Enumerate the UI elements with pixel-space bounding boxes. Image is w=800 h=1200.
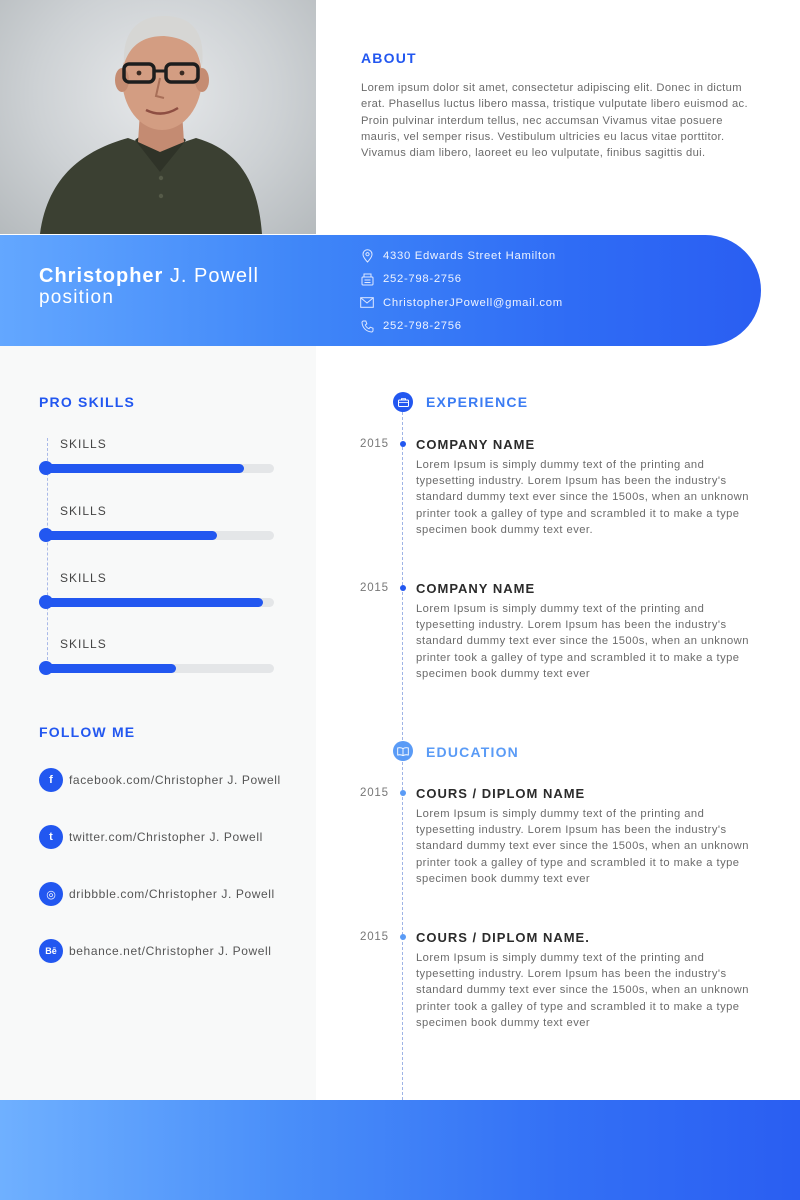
entry-title: COURS / DIPLOM NAME [416,786,586,801]
entry-description: Lorem Ipsum is simply dummy text of the printing and typesetting industry. Lorem Ipsum has been the industry's standard dummy text ever since the 1500s, when an unknown printer took a galley of type and scrambled it to make a type specimen book dummy text ever. [416,459,749,536]
skill-track [46,664,274,673]
skill-label: SKILLS [60,637,107,651]
phone-handset-icon [359,271,375,287]
timeline-dot [400,585,406,591]
skill-fill [46,664,176,673]
portrait-illustration [0,0,316,234]
briefcase-icon [393,392,413,412]
skill-track [46,464,274,473]
contact-email-text[interactable]: ChristopherJPowell@gmail.com [383,296,563,309]
facebook-icon: f [39,768,63,792]
footer-band [0,1100,800,1200]
skill-item [40,504,276,518]
about-title: ABOUT [361,50,417,66]
skill-knob [39,595,53,609]
skill-item [40,637,276,651]
skills-title: PRO SKILLS [39,394,136,410]
contact-list [359,244,563,338]
experience-title: EXPERIENCE [426,394,529,410]
entry-year: 2015 [360,582,389,594]
twitter-icon: t [39,825,63,849]
skill-label: SKILLS [60,437,107,451]
entry-title: COMPANY NAME [416,581,536,596]
contact-address [359,244,563,268]
entry-description: Lorem Ipsum is simply dummy text of the printing and typesetting industry. Lorem Ipsum has been the industry's standard dummy text ever since the 1500s, when an unknown printer took a galley of type and scrambled it to make a type specimen book dummy text ever [416,808,749,885]
skill-label: SKILLS [60,571,107,585]
skill-label: SKILLS [60,504,107,518]
dribbble-icon: ◎ [39,882,63,906]
first-name: Christopher [39,265,164,287]
timeline-dot [400,934,406,940]
profile-photo [0,0,316,234]
book-icon [393,741,413,761]
phone-icon [359,318,375,334]
social-dribbble-link[interactable]: dribbble.com/Christopher J. Powell [69,887,275,901]
social-facebook[interactable] [39,768,281,792]
about-text: Lorem ipsum dolor sit amet, consectetur adipiscing elit. Donec in dictum erat. Phasellus luctus libero massa, tristique vulputate libero euismod ac. Proin pulvinar interdum tellus, nec accumsan Vivamus vitae posuere mauris, vel semper risus. Vestibulum ultricies eu lacus vitae porttitor. Vivamus diam libero, laoreet eu leo vulputate, finibus sagittis dui. [361,82,748,160]
social-behance-link[interactable]: behance.net/Christopher J. Powell [69,944,272,958]
full-name [39,265,259,288]
timeline-dot [400,441,406,447]
skill-track [46,598,274,607]
skill-fill [46,598,263,607]
social-twitter-link[interactable]: twitter.com/Christopher J. Powell [69,830,263,844]
contact-phone-2 [359,315,563,339]
behance-icon: Bē [39,939,63,963]
skill-item [40,571,276,585]
entry-title: COMPANY NAME [416,437,536,452]
education-title: EDUCATION [426,744,519,760]
entry-year: 2015 [360,787,389,799]
social-behance[interactable] [39,939,272,963]
follow-title: FOLLOW ME [39,724,136,740]
about-section [361,50,761,161]
contact-phone-text[interactable]: 252-798-2756 [383,273,462,286]
location-pin-icon [359,248,375,264]
entry-description: Lorem Ipsum is simply dummy text of the printing and typesetting industry. Lorem Ipsum has been the industry's standard dummy text ever since the 1500s, when an unknown printer took a galley of type and scrambled it to make a type specimen book dummy text ever [416,952,749,1029]
entry-description: Lorem Ipsum is simply dummy text of the printing and typesetting industry. Lorem Ipsum has been the industry's standard dummy text ever since the 1500s, when an unknown printer took a galley of type and scrambled it to make a type specimen book dummy text ever [416,603,749,680]
last-name: J. Powell [163,265,259,287]
social-twitter[interactable] [39,825,263,849]
envelope-icon [359,295,375,311]
timeline-dot [400,790,406,796]
entry-title: COURS / DIPLOM NAME. [416,930,590,945]
job-position: position [39,287,115,308]
contact-phone [359,268,563,292]
skill-knob [39,661,53,675]
social-facebook-link[interactable]: facebook.com/Christopher J. Powell [69,773,281,787]
contact-phone-2-text[interactable]: 252-798-2756 [383,320,462,333]
skill-item [40,437,276,451]
contact-address-text[interactable]: 4330 Edwards Street Hamilton [383,249,556,262]
entry-year: 2015 [360,931,389,943]
name-block [39,265,259,309]
entry-year: 2015 [360,438,389,450]
skill-knob [39,461,53,475]
skill-fill [46,531,217,540]
skill-knob [39,528,53,542]
social-dribbble[interactable] [39,882,275,906]
skill-track [46,531,274,540]
skill-fill [46,464,244,473]
contact-email [359,291,563,315]
